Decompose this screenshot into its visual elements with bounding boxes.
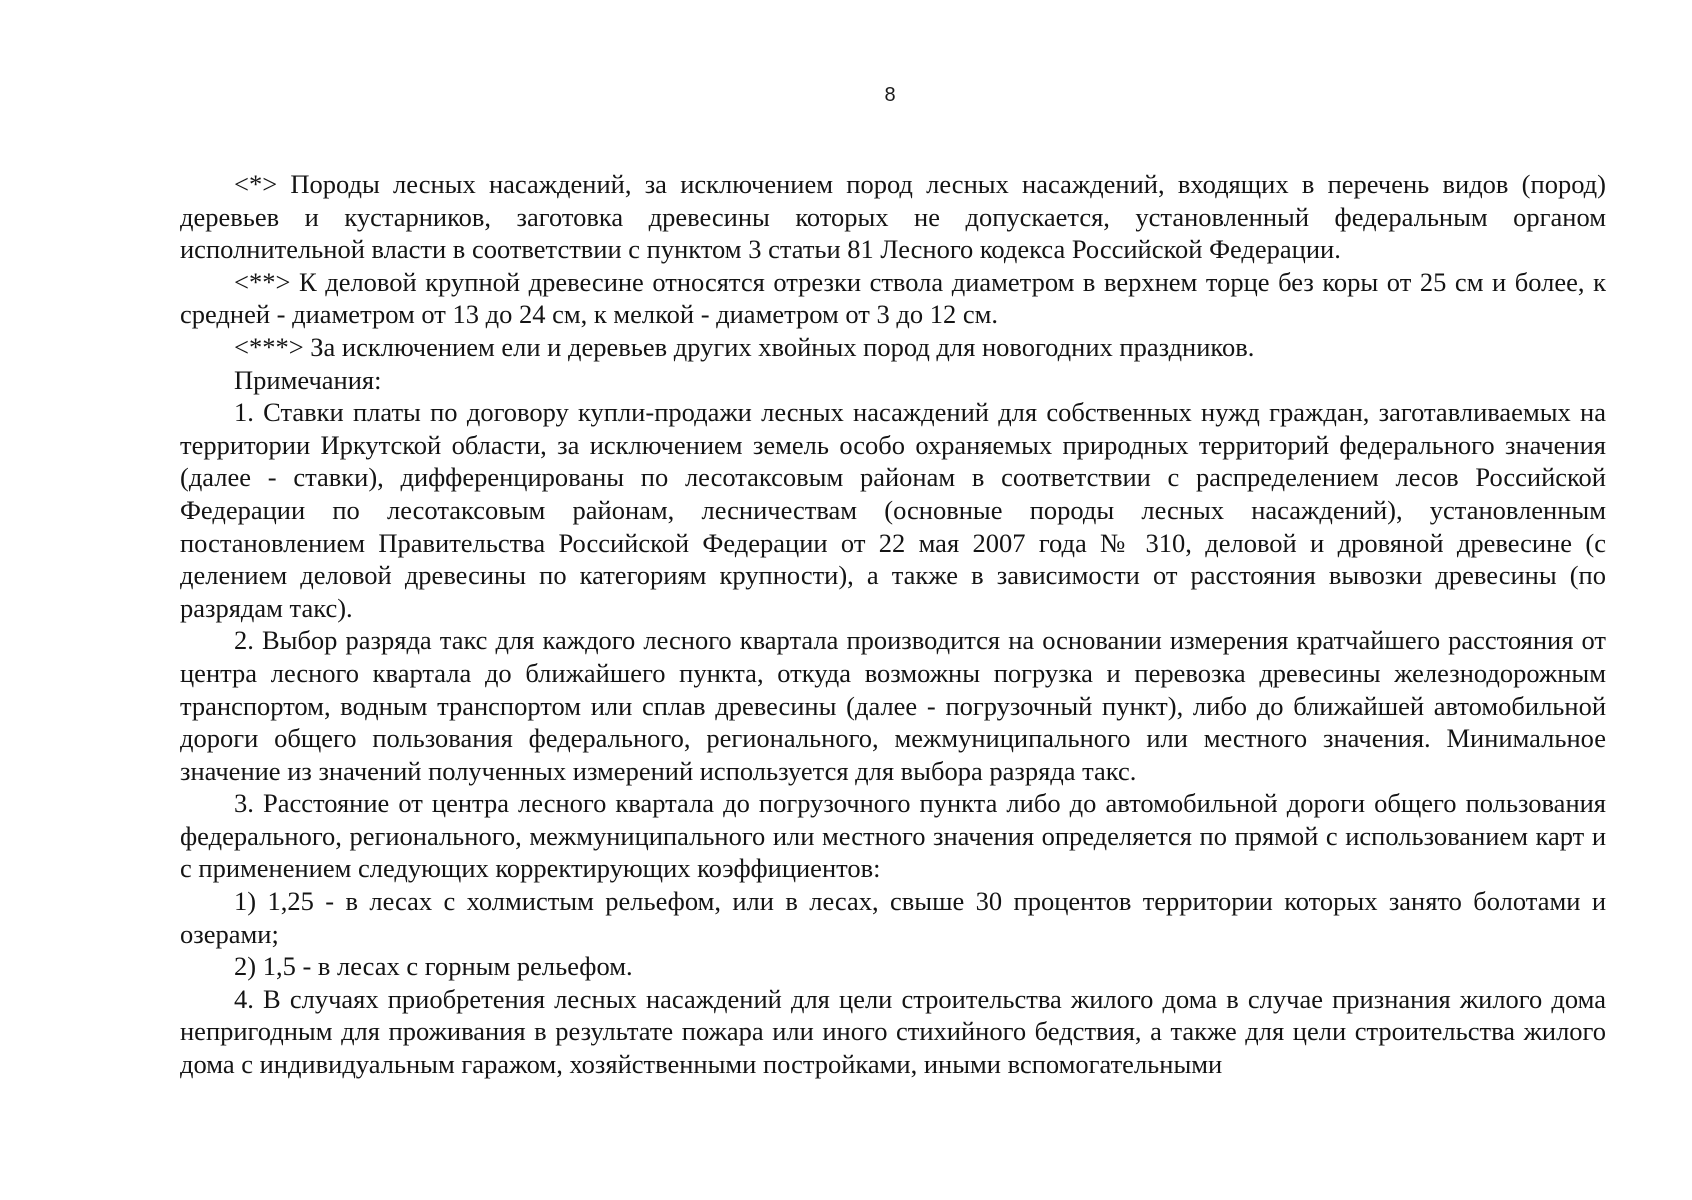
page-number: 8 (884, 84, 896, 106)
note-1: 1. Ставки платы по договору купли-продажи лесных насаждений для собственных нужд граждан, заготавливаемых на территории Иркутской области, за исключением земель особо охраняемых природных территорий федерального значения (далее - ставки), дифференцированы по лесотаксовым районам в соответствии с распределением лесов Российской Федерации по лесотаксовым районам, лесничествам (основные породы лесных насаждений), установленным постановлением Правительства Российской Федерации от 22 мая 2007 года № 310, деловой и дровяной древесине (с делением деловой древесины по категориям крупности), а также в зависимости от расстояния вывозки древесины (по разрядам такс). (180, 397, 1606, 623)
footnote-spruce-exception: <***> За исключением ели и деревьев других хвойных пород для новогодних праздников. (234, 331, 1255, 362)
footnote-species: <*> Породы лесных насаждений, за исключением пород лесных насаждений, входящих в перечень видов (пород) деревьев и кустарников, заготовка древесины которых не допускается, установленный федеральным органом исполнительной власти в соответствии с пунктом 3 статьи 81 Лесного кодекса Российской Федерации. (180, 169, 1606, 265)
footnote-timber-size: <**> К деловой крупной древесине относятся отрезки ствола диаметром в верхнем торце без коры от 25 см и более, к средней - диаметром от 13 до 24 см, к мелкой - диаметром от 3 до 12 см. (180, 266, 1606, 330)
note-3: 3. Расстояние от центра лесного квартала до погрузочного пункта либо до автомобильной дороги общего пользования федерального, регионального, межмуниципального или местного значения определяется по прямой с использованием карт и с применением следующих корректирующих коэффициентов: (180, 788, 1606, 884)
document-body (180, 168, 1606, 1081)
note-2: 2. Выбор разряда такс для каждого лесного квартала производится на основании измерения кратчайшего расстояния от центра лесного квартала до ближайшего пункта, откуда возможны погрузка и перевозка древесины железнодорожным транспортом, водным транспортом или сплав древесины (далее - погрузочный пункт), либо до ближайшей автомобильной дороги общего пользования федерального, регионального, межмуниципального или местного значения. Минимальное значение из значений полученных измерений используется для выбора разряда такс. (180, 625, 1606, 786)
note-3-coefficient-1: 1) 1,25 - в лесах с холмистым рельефом, или в лесах, свыше 30 процентов территории которых занято болотами и озерами; (180, 886, 1606, 949)
notes-heading: Примечания: (234, 364, 382, 395)
note-3-coefficient-2: 2) 1,5 - в лесах с горным рельефом. (234, 951, 633, 982)
note-4: 4. В случаях приобретения лесных насаждений для цели строительства жилого дома в случае признания жилого дома непригодным для проживания в результате пожара или иного стихийного бедствия, а также для цели строительства жилого дома с индивидуальным гаражом, хозяйственными постройками, иными вспомогательными (180, 983, 1606, 1080)
